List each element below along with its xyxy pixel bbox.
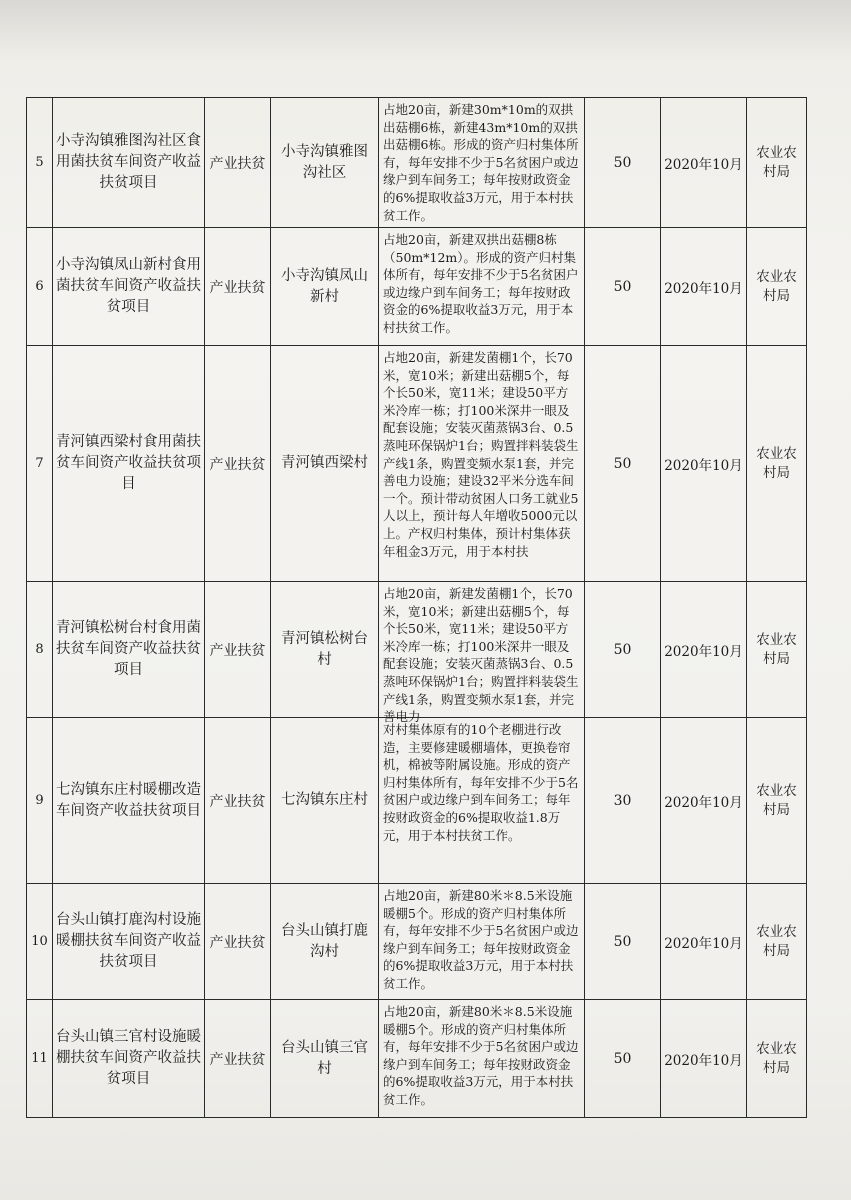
project-type-cell — [205, 884, 271, 1000]
row-number-cell — [27, 228, 53, 346]
table-row — [27, 346, 807, 582]
funding-amount-cell — [585, 98, 661, 228]
project-name-cell — [53, 884, 205, 1000]
completion-date-cell — [661, 718, 747, 884]
responsible-department: 农业农村局 — [756, 631, 797, 667]
project-type-cell — [205, 718, 271, 884]
project-name-cell — [53, 1000, 205, 1118]
project-content: 占地20亩，新建80米＊8.5米设施暖棚5个。形成的资产归村集体所有，每年安排不少于5名贫困户或边缘户到车间务工；每年按财政资金的6%提取收益3万元，用于本村扶贫工作。 — [383, 888, 579, 991]
funding-amount-cell — [585, 884, 661, 1000]
project-name: 台头山镇三官村设施暖棚扶贫车间资产收益扶贫项目 — [56, 1029, 201, 1087]
project-type-cell — [205, 1000, 271, 1118]
completion-date: 2020年10月 — [664, 156, 743, 173]
table-row — [27, 884, 807, 1000]
funding-amount-cell — [585, 228, 661, 346]
funding-amount-cell — [585, 582, 661, 718]
row-number: 8 — [35, 642, 44, 657]
table-row — [27, 98, 807, 228]
project-name: 小寺沟镇雅图沟社区食用菌扶贫车间资产收益扶贫项目 — [56, 133, 201, 191]
responsible-department: 农业农村局 — [756, 445, 797, 481]
project-type-cell — [205, 98, 271, 228]
completion-date-cell — [661, 228, 747, 346]
table-row — [27, 228, 807, 346]
project-type-cell — [205, 582, 271, 718]
completion-date-cell — [661, 884, 747, 1000]
project-content: 占地20亩，新建发菌棚1个，长70米，宽10米；新建出菇棚5个，每个长50米，宽11米；建设50平方米冷库一栋；打100米深井一眼及配套设施；安装灭菌蒸锅3台、0.5蒸吨环保锅炉1台；购置拌料装袋生产线1条，购置变频水泵1套，并完善电力 — [383, 586, 579, 725]
project-content-cell — [379, 1000, 585, 1118]
project-location: 台头山镇打鹿沟村 — [281, 922, 368, 960]
project-type: 产业扶贫 — [209, 456, 266, 473]
project-name-cell — [53, 346, 205, 582]
completion-date: 2020年10月 — [664, 457, 743, 474]
project-location-cell — [271, 346, 379, 582]
project-content-cell — [379, 346, 585, 582]
funding-amount: 50 — [613, 641, 632, 658]
project-type-cell — [205, 346, 271, 582]
project-type: 产业扶贫 — [209, 934, 266, 951]
row-number-cell — [27, 98, 53, 228]
funding-amount: 50 — [613, 455, 632, 472]
project-content-cell — [379, 718, 585, 884]
project-type: 产业扶贫 — [209, 279, 266, 296]
responsible-department: 农业农村局 — [756, 144, 797, 180]
responsible-department: 农业农村局 — [756, 923, 797, 959]
row-number: 6 — [35, 279, 44, 294]
completion-date: 2020年10月 — [664, 643, 743, 660]
row-number-cell — [27, 1000, 53, 1118]
table-row — [27, 1000, 807, 1118]
row-number-cell — [27, 346, 53, 582]
completion-date: 2020年10月 — [664, 935, 743, 952]
funding-amount-cell — [585, 1000, 661, 1118]
funding-amount: 50 — [613, 1050, 632, 1067]
project-location-cell — [271, 582, 379, 718]
project-type: 产业扶贫 — [209, 155, 266, 172]
responsible-department-cell — [747, 884, 807, 1000]
responsible-department: 农业农村局 — [756, 1040, 797, 1076]
project-location-cell — [271, 98, 379, 228]
project-name-cell — [53, 718, 205, 884]
project-content: 占地20亩，新建30m*10m的双拱出菇棚6栋，新建43m*10m的双拱出菇棚6栋。形成的资产归村集体所有，每年安排不少于5名贫困户或边缘户到车间务工；每年按财政资金的6%提取收益3万元，用于本村扶贫工作。 — [383, 102, 579, 223]
row-number-cell — [27, 582, 53, 718]
responsible-department: 农业农村局 — [756, 268, 797, 304]
completion-date-cell — [661, 346, 747, 582]
responsible-department-cell — [747, 582, 807, 718]
row-number: 10 — [31, 934, 48, 949]
project-name-cell — [53, 582, 205, 718]
project-type: 产业扶贫 — [209, 793, 266, 810]
project-content: 占地20亩，新建80米＊8.5米设施暖棚5个。形成的资产归村集体所有，每年安排不少于5名贫困户或边缘户到车间务工；每年按财政资金的6%提取收益3万元，用于本村扶贫工作。 — [383, 1004, 579, 1107]
project-location: 七沟镇东庄村 — [281, 792, 368, 808]
completion-date-cell — [661, 582, 747, 718]
project-name: 青河镇西梁村食用菌扶贫车间资产收益扶贫项目 — [56, 434, 201, 492]
project-name: 台头山镇打鹿沟村设施暖棚扶贫车间资产收益扶贫项目 — [56, 912, 201, 970]
completion-date: 2020年10月 — [664, 794, 743, 811]
completion-date: 2020年10月 — [664, 280, 743, 297]
project-content: 对村集体原有的10个老棚进行改造，主要修建暖棚墙体，更换卷帘机，棉被等附属设施。形成的资产归村集体所有，每年安排不少于5名贫困户或边缘户到车间务工；每年按财政资金的6%提取收益1.8万元，用于本村扶贫工作。 — [383, 722, 579, 843]
project-content-cell — [379, 582, 585, 725]
responsible-department-cell — [747, 228, 807, 346]
project-location-cell — [271, 228, 379, 346]
project-name-cell — [53, 98, 205, 228]
project-table — [26, 97, 807, 1118]
project-content-cell — [379, 884, 585, 1000]
project-type: 产业扶贫 — [209, 1051, 266, 1068]
table-row — [27, 582, 807, 718]
table-row — [27, 718, 807, 884]
project-location-cell — [271, 884, 379, 1000]
project-location-cell — [271, 718, 379, 884]
project-location: 青河镇松树台村 — [281, 630, 368, 668]
project-location: 小寺沟镇凤山新村 — [281, 267, 368, 305]
row-number: 7 — [35, 456, 44, 471]
completion-date: 2020年10月 — [664, 1052, 743, 1069]
row-number-cell — [27, 884, 53, 1000]
project-name: 小寺沟镇凤山新村食用菌扶贫车间资产收益扶贫项目 — [56, 257, 201, 315]
project-content: 占地20亩，新建双拱出菇棚8栋（50m*12m）。形成的资产归村集体所有，每年安排不少于5名贫困户或边缘户到车间务工；每年按财政资金的6%提取收益3万元，用于本村扶贫工作。 — [383, 232, 579, 335]
responsible-department-cell — [747, 98, 807, 228]
funding-amount-cell — [585, 346, 661, 582]
row-number: 11 — [31, 1051, 48, 1066]
project-location-cell — [271, 1000, 379, 1118]
completion-date-cell — [661, 98, 747, 228]
funding-amount: 50 — [613, 278, 632, 295]
responsible-department: 农业农村局 — [756, 782, 797, 818]
project-location: 台头山镇三官村 — [281, 1039, 368, 1077]
completion-date-cell — [661, 1000, 747, 1118]
funding-amount: 50 — [613, 154, 632, 171]
project-location: 小寺沟镇雅图沟社区 — [281, 143, 368, 181]
project-type: 产业扶贫 — [209, 642, 266, 659]
project-type-cell — [205, 228, 271, 346]
project-content-cell — [379, 228, 585, 346]
responsible-department-cell — [747, 1000, 807, 1118]
responsible-department-cell — [747, 346, 807, 582]
project-content: 占地20亩，新建发菌棚1个，长70米，宽10米；新建出菇棚5个，每个长50米，宽11米；建设50平方米冷库一栋；打100米深井一眼及配套设施；安装灭菌蒸锅3台、0.5蒸吨环保锅炉1台；购置拌料装袋生产线1条，购置变频水泵1套，并完善电力设施；建设32平米分选车间一个。预计带动贫困人口务工就业5人以上，预计每人年增收5000元以上。产权归村集体，预计村集体获年租金3万元，用于本村扶 — [383, 350, 579, 559]
project-location: 青河镇西梁村 — [281, 455, 368, 471]
row-number-cell — [27, 718, 53, 884]
project-name: 七沟镇东庄村暖棚改造车间资产收益扶贫项目 — [56, 781, 201, 819]
funding-amount: 50 — [613, 933, 632, 950]
responsible-department-cell — [747, 718, 807, 884]
funding-amount-cell — [585, 718, 661, 884]
row-number: 5 — [35, 155, 44, 170]
project-name-cell — [53, 228, 205, 346]
project-name: 青河镇松树台村食用菌扶贫车间资产收益扶贫项目 — [56, 620, 201, 678]
project-content-cell — [379, 98, 585, 228]
row-number: 9 — [35, 793, 44, 808]
funding-amount: 30 — [613, 792, 632, 809]
